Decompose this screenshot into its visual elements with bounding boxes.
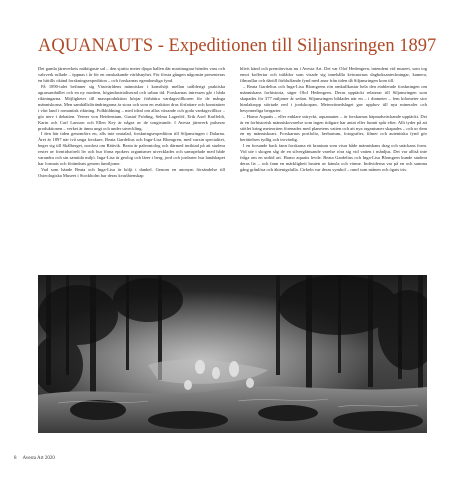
page-number: 8 [14,456,17,461]
paragraph: blivit känd och premiärvisas nu i Avesta Art. Det var Olof Hedengren, intendent vid museet, som tog emot koffertar och trälådor som visade sig innehålla kvinnornas dagboksanteckningar, kamera, filmrullar och därtill förbluffande fynd med anor från tiden då Siljansringen kom till. [240,66,427,83]
paragraph: På 1890-talet befinner sig Västvärldens människor i konsthöjt mellan urålderigt praktiska agrarsamhället och en ny modern, högindustrialiserad och urban tid. Forskarnas intressen går i båda riktningarna. Möjligheter till massproduktion börjar förbättra vardagsvillkoren för de många människorna. Men samhällsförändringarna är stora och som en reaktion dras författare och konstnärer i vårt land i romantisk riktning. Folkbildning – med ideal om allas växande och goda vardagsvillkor – gör nerv i debatten. Verner von Heidenstam, Gustaf Fröding, Selma Lagerlöf, Erik Axel Karlfeldt, Karin och Carl Larsson och Ellen Key är några av de tongivande. I Avesta järnverk pulserar produktionen – verket är ännu ungt och under utveckling. [38,83,225,131]
forest-stream-image [38,275,427,433]
paragraph: Det gamla järnverkets mäktigaste sal – den sjuttio meter djupa hallen där martinugnar höndes vass och valsverk rullade – öppnas i år för en omskakande världsnyhet. För första gången någonsin presenteras en hittills okänd forskningsexpedition – och forskarnas egendomliga fynd. [38,66,225,83]
left-column [38,66,225,272]
article-body [38,66,427,272]
paragraph: I den här tiden genomförs en, alls inte omtalad, forskningsexpedition till Siljansringen i Dalarna. Året är 1897 när två unga forskare, Beata Gardelius och Inga-Lisa Blomgren, med varsin specialitet, beger sig till Skålberget, nordost om Rättvik. Beata är paleontolog och därmed inriktad på att studera rester av forntidsrörelt liv och hur förna epokers organismer utvecklades och samspelade med både varandra och sin samtida miljö. Inga-Lisa är geolog och lärer i berg, jord och jordarter hur landskapet har formats och förändrats genom årmiljoner. [38,131,225,167]
paragraph: – Beata Gardelius och Inga-Lisa Blomgrens rön omkullkastar hela den etablerade forskningen om människans forhistoria, säger Olof Hedengren. Deras upptäckt relaterar till Siljansringen som skapades för 377 miljoner år sedan. Siljansringen bildades när en – i diameter – fem kilometer stor himlakropp störtade ned i jordskorpan. Meteoritnedslaget gav upphov till nya mineraler och besynnerliga bergarter. [240,83,427,113]
publication-name: Avesta Art 2020 [22,456,55,461]
paragraph: I en forsande back fann forskarna ett kranium som visar både människans drag och snäckans form. Vid ute i skogen såg de en silverglänsande varelse röra sig vid vatten i månljus. Det var alltså inte fråga om en utdöd art. Homo aquatis levde. Beata Gardelius och Inga-Lisa Blomgren kunde studera deras liv – och fann en märkligheit bruten av känsla och värme. Individerna var på en och samma gång grånlösa och äktenigsfulla. Cirkeln var deras symbol – rund som månen och ögats iris. [240,143,427,173]
page-title: AQUANAUTS - Expeditionen till Siljansringen 1897 [38,36,437,56]
page-footer [14,456,55,462]
paragraph: – Homo Aquatis – eller enklare uttryckt, aquanauter – är forskarnas häpnadsväckande upptäckt. Det är en forhistorisk människovarelse som ingen tidigare har antat eller funnit spår efter. Allt tyder på att stötlet kring meteoriten förenades med planetens vatten och att nya organismer skapades – och ur dem en ny människoart. Forskarnas portfolio, herbarium, fotografier, filmer och autentiska fynd gör berättelsen tydlig och trovärdig. [240,113,427,143]
paragraph: Vad som hände Beata och Inga-Lisa är höljt i dunkel. Genom en anonym försändelse till Osteologiska Museet i Stockholm har deras kvarlåtenskap [38,167,225,179]
right-column [240,66,427,272]
expedition-photo [38,275,427,433]
